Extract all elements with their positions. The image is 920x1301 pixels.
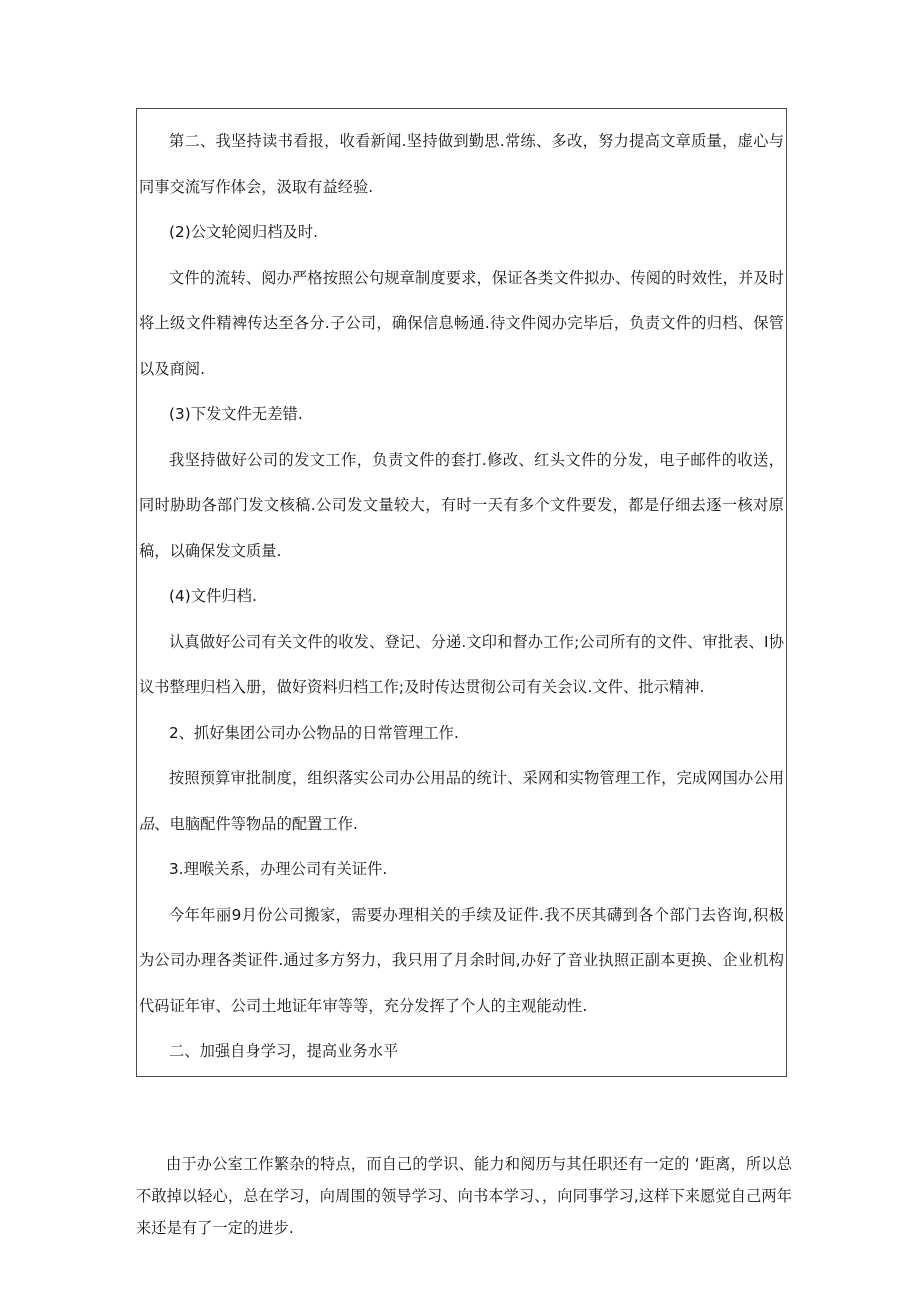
paragraph-certificates: 今年年丽9月份公司搬家，需要办理相关的手续及证件.我不厌其礴到各个部门去咨询,积极为公司办理各类证件.通过多方努力，我只用了月余时间,办好了音业执照正副本更换、企业机构代码证年审、公司土地证年审等等，充分发挥了个人的主观能动性. bbox=[139, 905, 784, 1015]
paragraph-document-filing: 认真做好公司有关文件的收发、登记、分递.文印和督办工作;公司所有的文件、审批表、I协议书整理归档入册，做好资料归档工作;及时传达贯彻公司有关会议.文件、批示精神. bbox=[139, 632, 784, 696]
paragraph-office-supplies bbox=[139, 756, 784, 847]
paragraph-office-supplies-italic: 品 bbox=[139, 814, 155, 833]
paragraph-office-supplies-part2: 、电脑配件等物品的配置工作. bbox=[154, 814, 358, 833]
table-cell bbox=[137, 109, 786, 1076]
paragraph-document-issuing: 我坚持做好公司的发文工作，负责文件的套打.修改、红头文件的分发，电子邮件的收送，同时胁助各部门发文核稿.公司发文量较大，有时一天有多个文件要发，都是仔细去逐一核对原稿，以确保发文质量. bbox=[139, 450, 784, 560]
tail-text-block bbox=[136, 1148, 792, 1244]
heading-section-two-learning: 二、加强自身学习，提高业务水平 bbox=[169, 1042, 399, 1060]
heading-item-2-office-supplies: 2、抓好集团公司办公物品的日常管理工作. bbox=[169, 723, 459, 742]
paragraph-second-point: 第二、我坚持读书看报，收看新闻.坚持做到勤思.常练、多改，努力提高文章质量，虚心与同事交流写作体会，汲取有益经验. bbox=[139, 132, 784, 196]
paragraph-document-circulation: 文件的流转、阅办严格按照公句规章制度要求，保证各类文件拟办、传阅的时效性，并及时将上级文件精裨传达至各分.子公司，确保信息畅通.待文件阅办完毕后，负责文件的归档、保管以及商阅. bbox=[139, 268, 784, 378]
heading-item-4-filing: (4)文件归档. bbox=[169, 587, 257, 605]
paragraph-self-learning: 由于办公室工作繁杂的特点，而自己的学识、能力和阅历与其任职还有一定的 ‘距离，所以总不敢掉以轻心，总在学习，向周围的领导学习、向书本学习、，向同事学习,这样下来愿觉自己两年来还是有了一定的进步. bbox=[136, 1155, 792, 1237]
paragraph-office-supplies-part1: 按照预算审批制度，组织落实公司办公用品的统计、采网和实物管理工作，完成网国办公用 bbox=[169, 769, 784, 787]
heading-item-2-circulation: (2)公文轮阅归档及时. bbox=[169, 223, 319, 241]
heading-item-3-no-errors: (3)下发文件无差错. bbox=[169, 405, 303, 423]
bordered-table bbox=[136, 108, 787, 1077]
heading-item-3-certificates: 3.理喉关系，办理公司有关证件. bbox=[169, 860, 388, 878]
